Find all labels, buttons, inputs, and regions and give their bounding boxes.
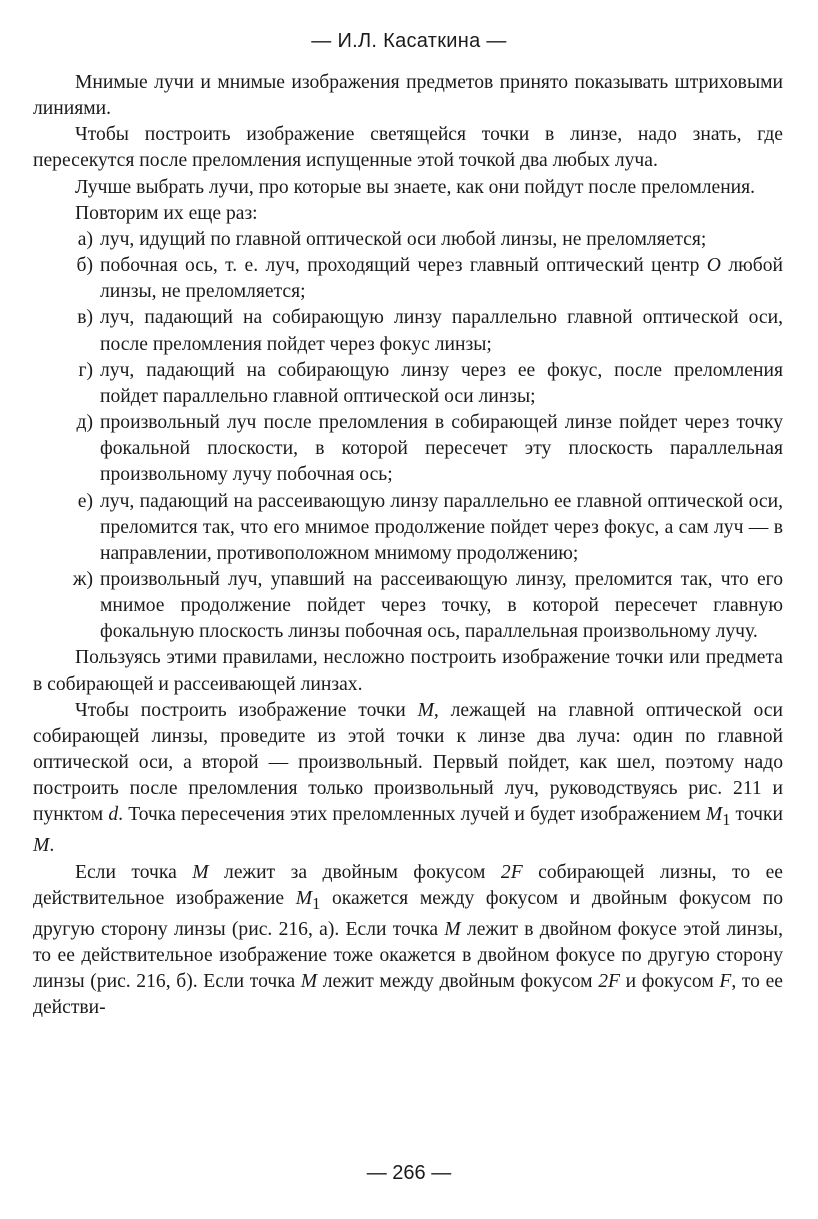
text-part: лежит между двойным фокусом bbox=[317, 971, 599, 993]
text-part: лежит за двойным фокусом bbox=[208, 861, 501, 883]
math-symbol: M bbox=[705, 804, 723, 826]
math-symbol: d bbox=[108, 804, 119, 826]
rule-marker: е) bbox=[77, 490, 93, 512]
math-symbol: 2F bbox=[500, 861, 523, 883]
rule-text: луч, идущий по главной оптической оси любой линзы, не преломляется; bbox=[100, 228, 707, 250]
math-subscript: 1 bbox=[722, 810, 731, 830]
body-text bbox=[33, 70, 783, 1021]
page-number: — 266 — bbox=[366, 1162, 452, 1184]
rules-list bbox=[33, 227, 783, 646]
text-part: собирающей лизны, то ее действительное изображение bbox=[33, 861, 783, 909]
math-symbol: M bbox=[300, 971, 318, 993]
math-symbol: O bbox=[706, 255, 721, 277]
math-symbol: M bbox=[417, 699, 434, 721]
text-part: лежит в двойном фокусе этой линзы, то ее действительное изображение тоже окажется в двойном фокусе по другую сторону линзы (рис. 216, б). Если точка bbox=[33, 918, 783, 993]
rule-item-d bbox=[33, 410, 783, 488]
math-symbol: M bbox=[444, 918, 461, 940]
rule-text: произвольный луч после преломления в собирающей линзе пойдет через точку фокальной плоскости, в которой пересечет эту плоскость параллельная произвольному лучу побочная ось; bbox=[100, 412, 783, 486]
rule-marker: б) bbox=[76, 255, 93, 277]
rule-item-v bbox=[33, 305, 783, 357]
paragraph-choose-rays: Лучше выбрать лучи, про которые вы знаете, как они пойдут после преломления. bbox=[75, 176, 756, 198]
math-subscript: 1 bbox=[312, 893, 321, 913]
rule-text: произвольный луч, упавший на рассеивающую линзу, преломится так, что его мнимое продолжение пойдет через точку, в которой пересечет главную фокальную плоскость линзы побочная ось, параллельная произвольному лучу. bbox=[100, 568, 783, 643]
paragraph-point-m bbox=[33, 698, 783, 860]
rule-marker: ж) bbox=[72, 568, 93, 590]
math-symbol: M bbox=[295, 887, 313, 909]
rule-item-g bbox=[33, 358, 783, 410]
math-symbol: F bbox=[719, 971, 732, 993]
text-part: и фокусом bbox=[619, 971, 720, 993]
rule-item-a bbox=[33, 227, 783, 253]
rule-marker: г) bbox=[78, 359, 93, 381]
rule-item-zh bbox=[33, 567, 783, 645]
text-part: . bbox=[49, 835, 55, 857]
rule-item-e bbox=[33, 489, 783, 567]
text-part: , лежащей на главной оптической оси собирающей линзы, проведите из этой точки к линзе два луча: один по главной оптической оси, а второй — произвольный. Первый пойдет, как шел, поэтому надо построить после преломления только произвольный луч, руководствуясь рис. 211 и пунктом bbox=[33, 699, 783, 826]
rule-marker: в) bbox=[77, 307, 93, 329]
rule-text-part: любой линзы, не преломляется; bbox=[100, 255, 783, 303]
text-part: , то ее действи- bbox=[33, 971, 783, 1019]
paragraph-point-image: Чтобы построить изображение светящейся точки в линзе, надо знать, где пересекутся после преломления испущенные этой точкой два любых луча. bbox=[33, 124, 783, 172]
text-part: Если точка bbox=[75, 861, 193, 883]
paragraph-dashed-lines: Мнимые лучи и мнимые изображения предметов принято показывать штриховыми линиями. bbox=[33, 72, 783, 120]
rule-text: луч, падающий на собирающую линзу параллельно главной оптической оси, после преломления пойдет через фокус линзы; bbox=[100, 307, 783, 355]
rule-text-part: побочная ось, т. е. луч, проходящий через главный оптический центр bbox=[100, 255, 707, 277]
rule-text bbox=[100, 253, 783, 305]
rule-marker: а) bbox=[77, 228, 93, 250]
math-symbol: M bbox=[192, 861, 209, 883]
text-part: точки bbox=[730, 804, 783, 826]
paragraph-focus-cases bbox=[33, 860, 783, 1022]
math-symbol: 2F bbox=[598, 971, 620, 993]
math-symbol: M bbox=[33, 835, 50, 857]
running-head: — И.Л. Касаткина — bbox=[311, 30, 507, 52]
text-part: . Точка пересечения этих преломленных лучей и будет изображением bbox=[118, 804, 706, 826]
paragraph-rules-usage: Пользуясь этими правилами, несложно построить изображение точки или предмета в собирающей и рассеивающей линзах. bbox=[33, 647, 783, 695]
paragraph-repeat: Повторим их еще раз: bbox=[75, 202, 258, 224]
rule-marker: д) bbox=[76, 412, 93, 434]
rule-text: луч, падающий на собирающую линзу через ее фокус, после преломления пойдет параллельно главной оптической оси линзы; bbox=[100, 359, 783, 407]
rule-item-b bbox=[33, 253, 783, 305]
rule-text: луч, падающий на рассеивающую линзу параллельно ее главной оптической оси, преломится так, что его мнимое продолжение пойдет через фокус, а сам луч — в направлении, противоположном мнимому продолжению; bbox=[100, 490, 783, 564]
text-part: Чтобы построить изображение точки bbox=[75, 699, 418, 721]
text-part: окажется между фокусом и двойным фокусом по другую сторону линзы (рис. 216, а). Если точка bbox=[33, 887, 783, 940]
